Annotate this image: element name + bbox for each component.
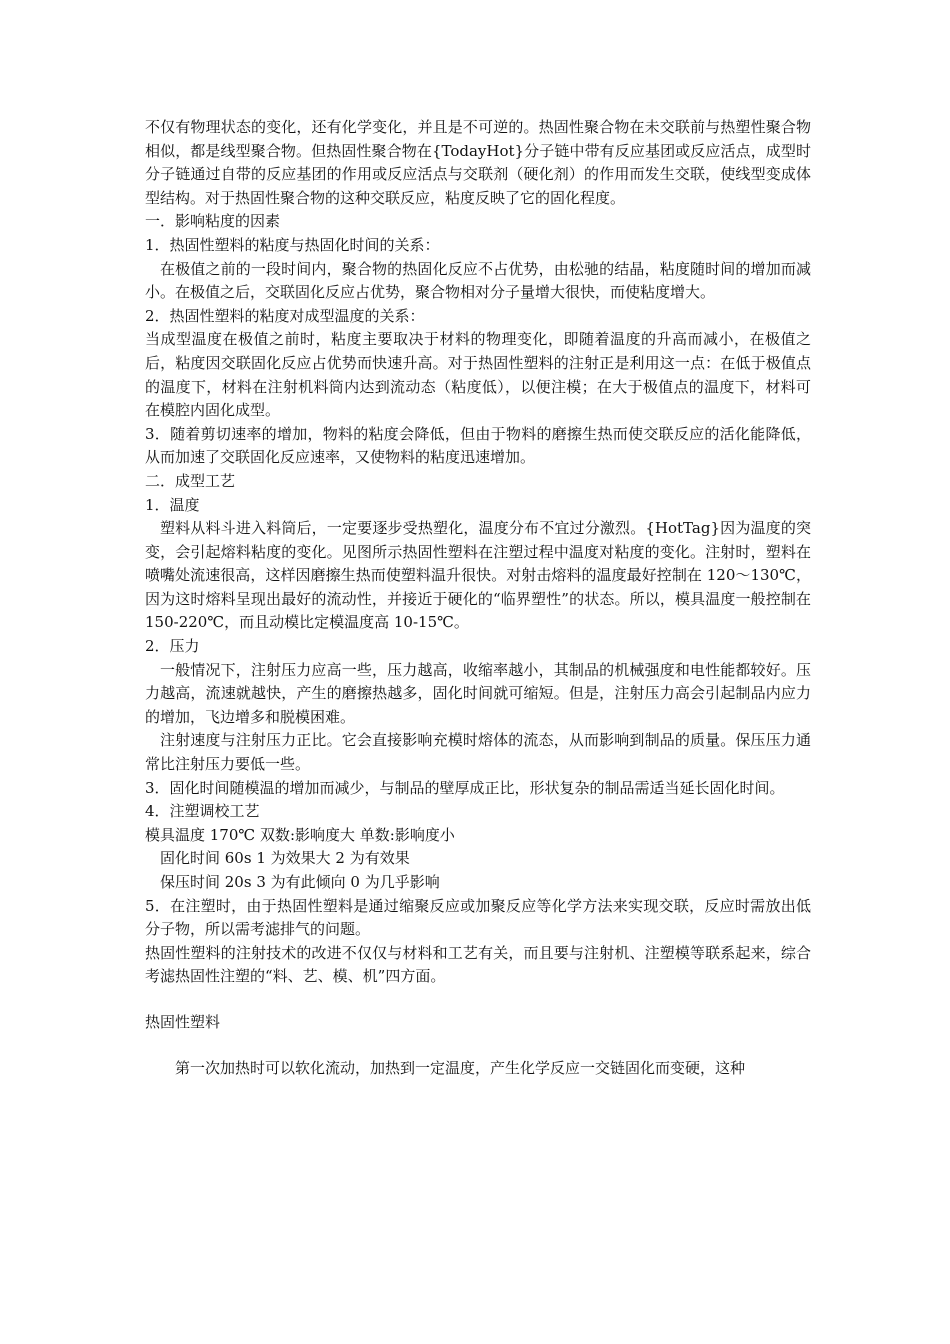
subheading-tuning-process: 4．注塑调校工艺: [145, 802, 260, 821]
section-title-thermoset-plastics: 热固性塑料: [145, 1012, 221, 1031]
subheading-viscosity-time: 1．热固性塑料的粘度与热固化时间的关系：: [145, 235, 440, 254]
tuning-line-holding-time: 保压时间 20s 3 为有此倾向 0 为几乎影响: [160, 873, 440, 891]
subheading-viscosity-temperature: 2．热固性塑料的粘度对成型温度的关系：: [145, 306, 425, 325]
tuning-line-mold-temperature: 模具温度 170℃ 双数:影响度大 单数:影响度小: [145, 825, 455, 844]
paragraph-conclusion: 热固性塑料的注射技术的改进不仅仅与材料和工艺有关，而且要与注射机、注塑模等联系起来，综合考滤热固性注塑的“料、艺、模、机”四方面。: [145, 943, 811, 986]
paragraph-shear-rate: 3．随着剪切速率的增加，物料的粘度会降低，但由于物料的磨擦生热而使交联反应的活化能降低，从而加速了交联固化反应速率，又使物料的粘度迅速增加。: [145, 424, 811, 467]
paragraph-temperature: 塑料从料斗进入料筒后，一定要逐步受热塑化，温度分布不宜过分激烈。{HotTag}因为温度的突变，会引起熔料粘度的变化。见图所示热固性塑料在注塑过程中温度对粘度的变化。注射时，塑料在喷嘴处流速很高，这样因磨擦生热而使塑料温升很快。对射击熔料的温度最好控制在 120～130℃，因为这时熔料呈现出最好的流动性，并接近于硬化的“临界塑性”的状态。所以，模具温度一般控制在 150-220℃，而且动模比定模温度高 10-15℃。: [145, 519, 811, 632]
paragraph-venting: 5．在注塑时，由于热固性塑料是通过缩聚反应或加聚反应等化学方法来实现交联，反应时需放出低分子物，所以需考滤排气的问题。: [145, 896, 811, 939]
section-heading-molding-process: 二．成型工艺: [145, 471, 236, 490]
paragraph-pressure: 一般情况下，注射压力应高一些，压力越高，收缩率越小，其制品的机械强度和电性能都较好。压力越高，流速就越快，产生的磨擦热越多，固化时间就可缩短。但是，注射压力高会引起制品内应力的增加，飞边增多和脱模困难。: [145, 660, 811, 726]
paragraph-curing-time: 3．固化时间随模温的增加而减少，与制品的壁厚成正比，形状复杂的制品需适当延长固化时间。: [145, 778, 785, 797]
paragraph-intro: 不仅有物理状态的变化，还有化学变化，并且是不可逆的。热固性聚合物在未交联前与热塑性聚合物相似，都是线型聚合物。但热固性聚合物在{TodayHot}分子链中带有反应基团或反应活点，成型时分子链通过自带的反应基团的作用或反应活点与交联剂（硬化剂）的作用而发生交联，使线型变成体型结构。对于热固性聚合物的这种交联反应，粘度反映了它的固化程度。: [145, 118, 811, 207]
section-heading-viscosity-factors: 一．影响粘度的因素: [145, 212, 281, 231]
paragraph-injection-speed: 注射速度与注射压力正比。它会直接影响充模时熔体的流态，从而影响到制品的质量。保压压力通常比注射压力要低一些。: [145, 731, 811, 774]
paragraph-viscosity-temperature: 当成型温度在极值之前时，粘度主要取决于材料的物理变化，即随着温度的升高而减小，在极值之后，粘度因交联固化反应占优势而快速升高。对于热固性塑料的注射正是利用这一点：在低于极值点的温度下，材料在注射机料筒内达到流动态（粘度低），以便注模；在大于极值点的温度下，材料可在模腔内固化成型。: [145, 330, 811, 420]
paragraph-thermoset-definition: 第一次加热时可以软化流动，加热到一定温度，产生化学反应一交链固化而变硬，这种: [175, 1058, 746, 1077]
document-body: [145, 116, 811, 1080]
subheading-pressure: 2．压力: [145, 637, 200, 656]
tuning-line-curing-time: 固化时间 60s 1 为效果大 2 为有效果: [160, 849, 410, 868]
paragraph-viscosity-time: 在极值之前的一段时间内，聚合物的热固化反应不占优势，由松驰的结晶，粘度随时间的增加而减小。在极值之后，交联固化反应占优势，聚合物相对分子量增大很快，而使粘度增大。: [145, 259, 811, 302]
subheading-temperature: 1．温度: [145, 495, 200, 514]
